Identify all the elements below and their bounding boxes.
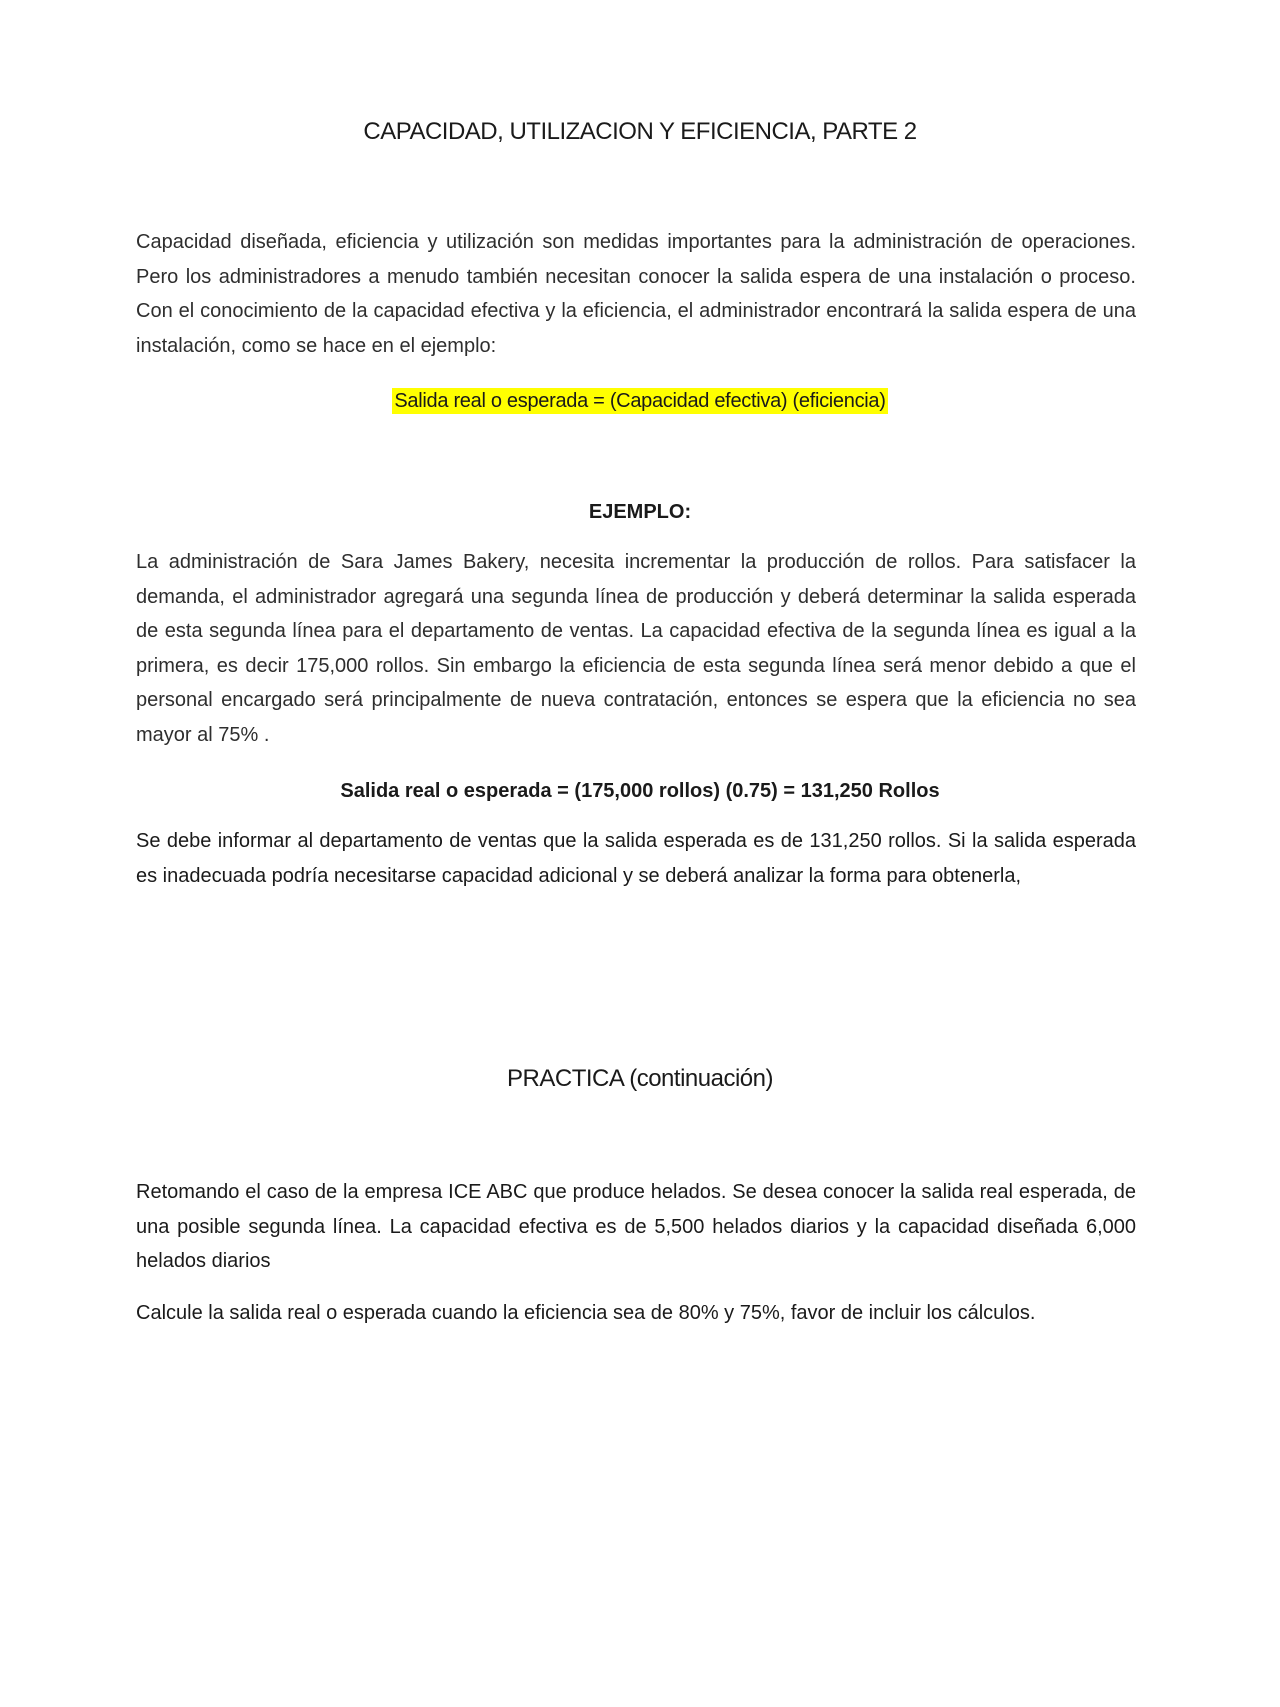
practice-paragraph: Retomando el caso de la empresa ICE ABC que produce helados. Se desea conocer la salida real esperada, de una posible segunda línea. La capacidad efectiva es de 5,500 helados diarios y la capacidad diseñada 6,000 helados diarios — [136, 1181, 1136, 1272]
document-title: CAPACIDAD, UTILIZACION Y EFICIENCIA, PARTE 2 — [363, 118, 917, 145]
practice-task: Calcule la salida real o esperada cuando la eficiencia sea de 80% y 75%, favor de incluir los cálculos. — [136, 1302, 1036, 1324]
example-conclusion: Se debe informar al departamento de ventas que la salida esperada es de 131,250 rollos. Si la salida esperada es inadecuada podría necesitarse capacidad adicional y se deberá analizar la forma para obtenerla, — [136, 830, 1136, 887]
highlighted-formula: Salida real o esperada = (Capacidad efectiva) (eficiencia) — [394, 390, 886, 412]
example-paragraph: La administración de Sara James Bakery, necesita incrementar la producción de rollos. Para satisfacer la demanda, el administrador agregará una segunda línea de producción y deberá determinar la salida esperada de esta segunda línea para el departamento de ventas. La capacidad efectiva de la segunda línea es igual a la primera, es decir 175,000 rollos. Sin embargo la eficiencia de esta segunda línea será menor debido a que el personal encargado será principalmente de nueva contratación, entonces se espera que la eficiencia no sea mayor al 75% . — [136, 551, 1136, 746]
formula-line — [0, 386, 1280, 416]
intro-paragraph: Capacidad diseñada, eficiencia y utilización son medidas importantes para la administración de operaciones. Pero los administradores a menudo también necesitan conocer la salida espera de una instalación o proceso. Con el conocimiento de la capacidad efectiva y la eficiencia, el administrador encontrará la salida espera de una instalación, como se hace en el ejemplo: — [136, 231, 1136, 357]
example-formula: Salida real o esperada = (175,000 rollos) (0.75) = 131,250 Rollos — [340, 780, 940, 802]
example-heading: EJEMPLO: — [588, 501, 692, 523]
practice-heading: PRACTICA (continuación) — [507, 1065, 773, 1092]
